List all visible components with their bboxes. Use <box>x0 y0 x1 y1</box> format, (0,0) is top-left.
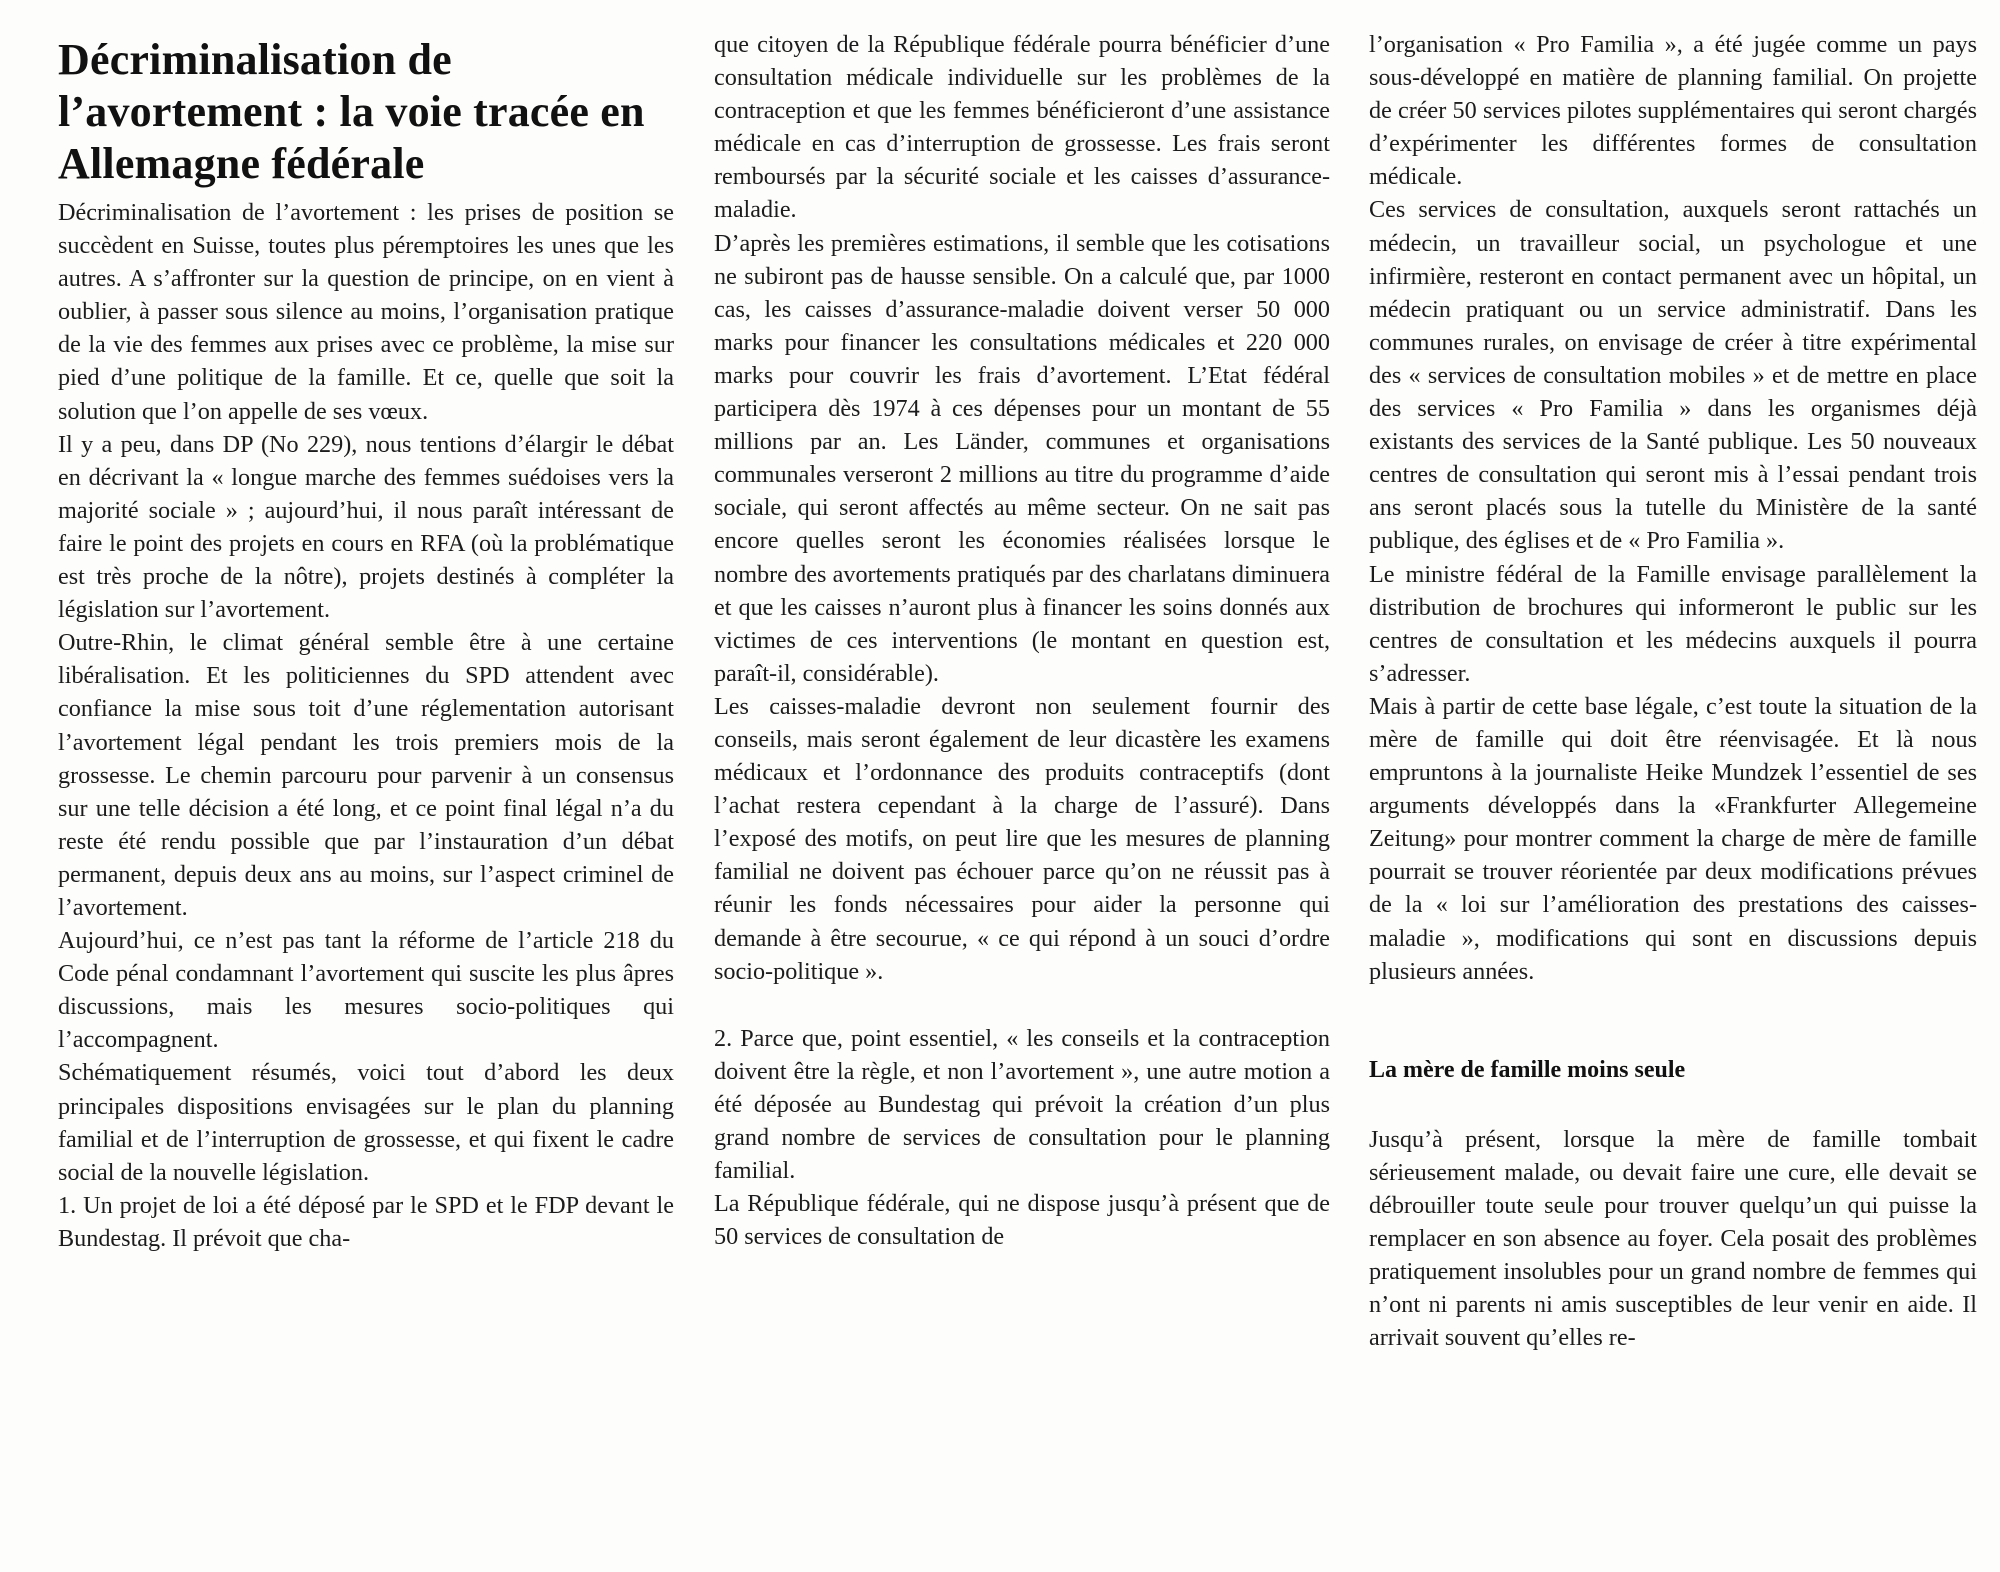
paragraph: Mais à partir de cette base légale, c’est toute la situation de la mère de famille qui doit être réenvisagée. Et là nous empruntons à la journaliste Heike Mundzek l’essentiel de ses arguments développés dans la «Frankfurter Allegemeine Zeitung» pour montrer comment la charge de mère de famille pourrait se trouver réorientée par deux modifications prévues de la « loi sur l’amélioration des prestations des caisses-maladie », modifications qui sont en discussions depuis plusieurs années. <box>1369 692 1977 985</box>
paragraph: que citoyen de la République fédérale pourra bénéficier d’une consultation médicale individuelle sur les problèmes de la contraception et que les femmes bénéficieront d’une assistance médicale en cas d’interruption de grossesse. Les frais seront remboursés par la sécurité sociale et les caisses d’assurance-maladie. <box>714 31 1330 224</box>
paragraph: l’organisation « Pro Familia », a été jugée comme un pays sous-développé en matière de planning familial. On projette de créer 50 services pilotes supplémentaires qui seront chargés d’expérimenter les différentes formes de consultation médicale. <box>1369 31 1977 191</box>
paragraph: 2. Parce que, point essentiel, « les conseils et la contraception doivent être la règle, et non l’avortement », une autre motion a été déposée au Bundestag qui prévoit la création d’un plus grand nombre de services de consultation pour le planning familial. <box>714 1024 1330 1185</box>
paragraph: Les caisses-maladie devront non seulement fournir des conseils, mais seront également de leur dicastère les examens médicaux et l’ordonnance des produits contraceptifs (dont l’achat restera cependant à la charge de l’assuré). Dans l’exposé des motifs, on peut lire que les mesures de planning familial ne doivent pas échouer parce qu’on ne réussit pas à réunir les fonds nécessaires pour aider la personne qui demande à être secourue, « ce qui répond à un souci d’ordre socio-politique ». <box>714 692 1330 985</box>
paragraph: Il y a peu, dans DP (No 229), nous tentions d’élargir le débat en décrivant la « longue marche des femmes suédoises vers la majorité sociale » ; aujourd’hui, il nous paraît intéressant de faire le point des projets en cours en RFA (où la problématique est très proche de la nôtre), projets destinés à compléter la législation sur l’avortement. <box>58 430 674 624</box>
paragraph: Ces services de consultation, auxquels seront rattachés un médecin, un travailleur social, un psychologue et une infirmière, resteront en contact permanent avec un hôpital, un médecin pratiquant ou un service administratif. Dans les communes rurales, on envisage de créer à titre expérimental des « services de consultation mobiles » et de mettre en place des services « Pro Familia » dans les organismes déjà existants des services de la Santé publique. Les 50 nouveaux centres de consultation qui seront mis à l’essai pendant trois ans seront placés sous la tutelle du Ministère de la santé publique, des églises et de « Pro Familia ». <box>1369 196 1977 555</box>
paragraph: Jusqu’à présent, lorsque la mère de famille tombait sérieusement malade, ou devait faire une cure, elle devait se débrouiller toute seule pour trouver quelqu’un qui puisse la remplacer en son absence au foyer. Cela posait des problèmes pratiquement insolubles pour un grand nombre de femmes qui n’ont ni parents ni amis susceptibles de leur venir en aide. Il arrivait souvent qu’elles re- <box>1369 1125 1977 1352</box>
column-3 <box>1369 28 1977 1548</box>
article-headline: Décriminalisation de l’avortement : la voie tracée en Allemagne fédérale <box>58 35 645 188</box>
column-2 <box>714 28 1330 1548</box>
paragraph: Aujourd’hui, ce n’est pas tant la réforme de l’article 218 du Code pénal condamnant l’avortement qui suscite les plus âpres discussions, mais les mesures socio-politiques qui l’accompagnent. <box>58 927 674 1054</box>
paragraph: Schématiquement résumés, voici tout d’abord les deux principales dispositions envisagées sur le plan du planning familial et de l’interruption de grossesse, et qui fixent le cadre social de la nouvelle législation. <box>58 1059 674 1186</box>
paragraph: La République fédérale, qui ne dispose jusqu’à présent que de 50 services de consultation de <box>714 1190 1330 1251</box>
paragraph: 1. Un projet de loi a été déposé par le SPD et le FDP devant le Bundestag. Il prévoit que cha- <box>58 1191 674 1252</box>
paragraph: Le ministre fédéral de la Famille envisage parallèlement la distribution de brochures qui informeront le public sur les centres de consultation et les médecins auxquels il pourra s’adresser. <box>1369 560 1977 687</box>
paragraph: Décriminalisation de l’avortement : les prises de position se succèdent en Suisse, toutes plus péremptoires les unes que les autres. A s’affronter sur la question de principe, on en vient à oublier, à passer sous silence au moins, l’organisation pratique de la vie des femmes aux prises avec ce problème, la mise sur pied d’une politique de la famille. Et ce, quelle que soit la solution que l’on appelle de ses vœux. <box>58 199 674 425</box>
section-subheading: La mère de famille moins seule <box>1369 1056 1686 1083</box>
paragraph: Outre-Rhin, le climat général semble être à une certaine libéralisation. Et les politiciennes du SPD attendent avec confiance la mise sous toit d’une réglementation autorisant l’avortement légal pendant les trois premiers mois de la grossesse. Le chemin parcouru pour parvenir à un consensus sur une telle décision a été long, et ce point final légal n’a du reste été rendu possible que par l’instauration d’un débat permanent, depuis deux ans au moins, sur l’aspect criminel de l’avortement. <box>58 629 674 921</box>
column-1 <box>58 28 674 1548</box>
paragraph: D’après les premières estimations, il semble que les cotisations ne subiront pas de hausse sensible. On a calculé que, par 1000 cas, les caisses d’assurance-maladie doivent verser 50 000 marks pour financer les consultations médicales et 220 000 marks pour couvrir les frais d’avortement. L’Etat fédéral participera dès 1974 à ces dépenses pour un montant de 55 millions par an. Les Länder, communes et organisations communales verseront 2 millions au titre du programme d’aide sociale, qui seront affectés au même secteur. On ne sait pas encore quelles seront les économies réalisées lorsque le nombre des avortements pratiqués par des charlatans diminuera et que les caisses n’auront plus à financer les soins donnés aux victimes de ces interventions (le montant en question est, paraît-il, considérable). <box>714 229 1330 687</box>
